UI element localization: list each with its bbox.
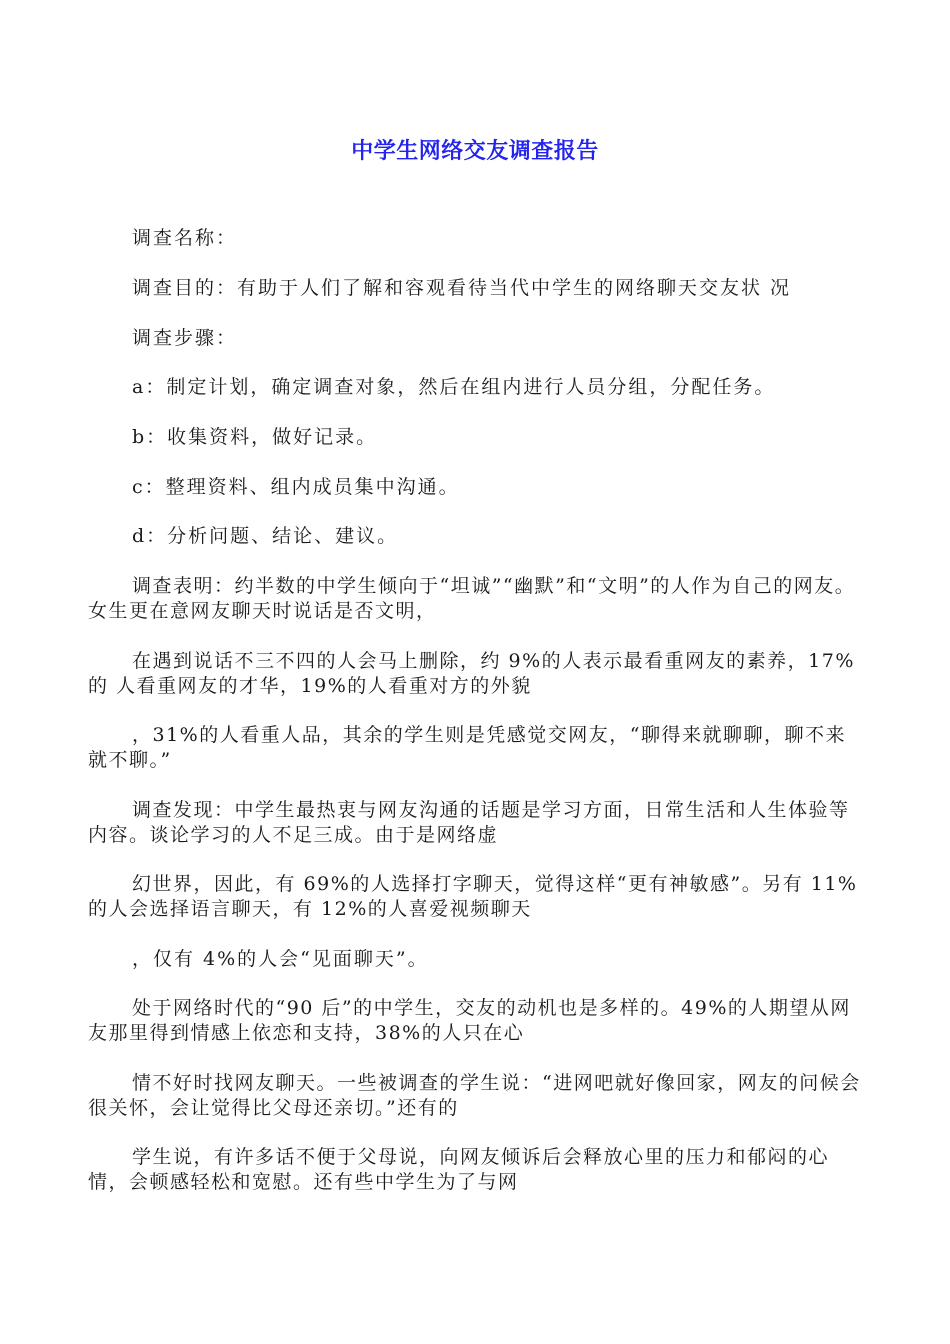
paragraph-survey-steps: 调查步骤： xyxy=(132,327,238,349)
paragraph-student-quote: 情不好时找网友聊天。一些被调查的学生说：“进网吧就好像回家，网友的问候会很关怀，会让觉得比父母还亲切。”还有的 xyxy=(88,1072,861,1119)
paragraph-delete-stats: 在遇到说话不三不四的人会马上删除，约 9%的人表示最看重网友的素养，17%的 人看重网友的才华，19%的人看重对方的外貌 xyxy=(88,650,855,697)
paragraph-character-stats: ，31%的人看重人品，其余的学生则是凭感觉交网友，“聊得来就聊聊，聊不来就不聊。” xyxy=(88,724,846,771)
paragraph-survey-purpose: 调查目的：有助于人们了解和容观看待当代中学生的网络聊天交友状 况 xyxy=(132,277,792,299)
paragraph-step-c: c：整理资料、组内成员集中沟通。 xyxy=(132,476,460,498)
document-title: 中学生网络交友调查报告 xyxy=(351,139,599,164)
paragraph-survey-name: 调查名称： xyxy=(132,227,238,249)
paragraph-student-talk: 学生说，有许多话不便于父母说，向网友倾诉后会释放心里的压力和郁闷的心情，会顿感轻松和宽慰。还有些中学生为了与网 xyxy=(88,1146,830,1193)
paragraph-chat-method: 幻世界，因此，有 69%的人选择打字聊天，觉得这样“更有神敏感”。另有 11%的人会选择语言聊天，有 12%的人喜爱视频聊天 xyxy=(88,873,858,920)
paragraph-step-b: b：收集资料，做好记录。 xyxy=(132,426,378,448)
paragraph-survey-found: 调查发现：中学生最热衷与网友沟通的话题是学习方面，日常生活和人生体验等内容。谈论学习的人不足三成。由于是网络虚 xyxy=(88,799,850,846)
paragraph-motivation: 处于网络时代的“90 后”的中学生，交友的动机也是多样的。49%的人期望从网友那里得到情感上依恋和支持，38%的人只在心 xyxy=(88,997,851,1044)
paragraph-survey-shows: 调查表明：约半数的中学生倾向于“坦诚”“幽默”和“文明”的人作为自己的网友。女生更在意网友聊天时说话是否文明， xyxy=(88,575,856,622)
paragraph-face-chat: ，仅有 4%的人会“见面聊天”。 xyxy=(132,948,429,970)
paragraph-step-a: a：制定计划，确定调查对象，然后在组内进行人员分组，分配任务。 xyxy=(132,376,776,398)
paragraph-step-d: d：分析问题、结论、建议。 xyxy=(132,525,399,547)
